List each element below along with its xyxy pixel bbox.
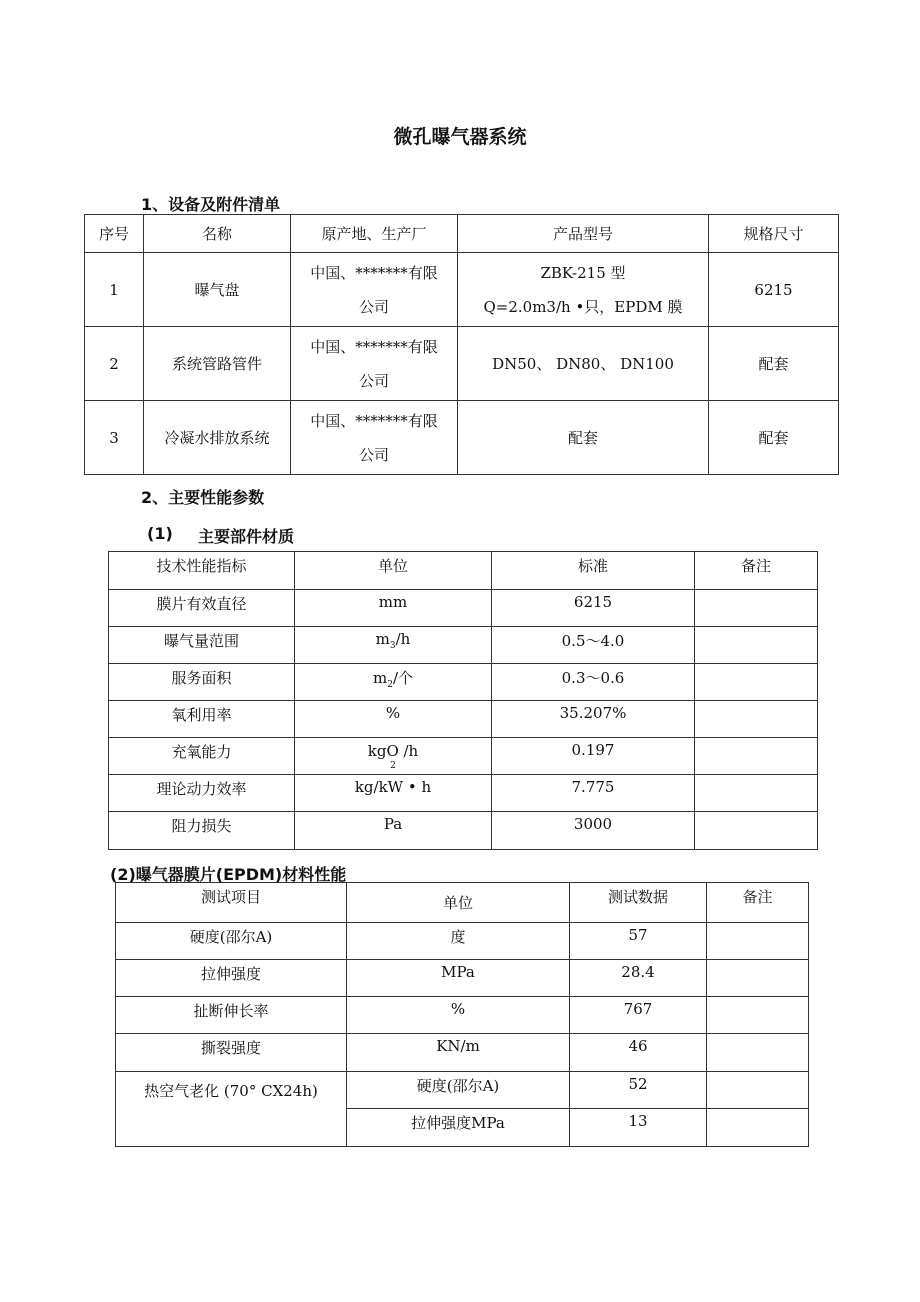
metric-name: 阻力损失 [109,812,295,850]
test-note [707,960,809,997]
test-unit: KN/m [347,1034,570,1072]
test-data: 13 [570,1109,707,1147]
model-cell: DN50、 DN80、 DN100 [458,327,709,401]
page-title: 微孔曝气器系统 [393,126,527,148]
spec-cell: 配套 [709,401,839,475]
metric-name: 膜片有效直径 [109,590,295,627]
origin-cell [291,401,458,475]
header-cell: 产品型号 [458,215,709,253]
test-item: 撕裂强度 [116,1034,347,1072]
test-unit: 拉伸强度MPa [347,1109,570,1147]
metric-note [695,738,818,775]
metric-standard: 7.775 [492,775,695,812]
unit-main: m [372,669,388,687]
equipment-table [84,214,839,475]
table-row [109,627,818,664]
spec-cell: 配套 [709,327,839,401]
table-header-row [85,215,839,253]
header-cell: 单位 [295,552,492,590]
metric-unit: mm [295,590,492,627]
metric-name: 服务面积 [109,664,295,701]
metric-unit [295,627,492,664]
origin-line: 公司 [358,372,389,390]
header-cell: 测试数据 [570,883,707,923]
test-item: 扯断伸长率 [116,997,347,1034]
test-note [707,1034,809,1072]
metric-unit [295,738,492,775]
row-number: 2 [85,327,144,401]
metric-note [695,664,818,701]
sub1-number: (1) [147,524,173,543]
test-unit: 硬度(邵尔A) [347,1072,570,1109]
model-cell [458,253,709,327]
test-unit: % [347,997,570,1034]
table-row [116,923,809,960]
test-data: 52 [570,1072,707,1109]
spec-cell: 6215 [709,253,839,327]
table-row [109,590,818,627]
equipment-name: 系统管路管件 [144,327,291,401]
section2-heading: 2、主要性能参数 [141,488,265,507]
unit-subscript: 2 [387,680,393,690]
unit-main: kgO /h [367,742,419,760]
aging-item: 热空气老化 (70° CX24h) [116,1072,347,1147]
table-header-row [116,883,809,923]
header-cell: 测试项目 [116,883,347,923]
sub2-heading: (2)曝气器膜片(EPDM)材料性能 [110,865,347,884]
origin-line: 公司 [358,298,389,316]
unit-subscript: 2 [390,761,396,771]
metric-standard: 0.197 [492,738,695,775]
metric-note [695,812,818,850]
unit-tail: /个 [392,669,414,687]
header-cell: 规格尺寸 [709,215,839,253]
origin-cell [291,253,458,327]
metric-standard: 3000 [492,812,695,850]
equipment-name: 冷凝水排放系统 [144,401,291,475]
table-row [85,327,839,401]
table-row [116,1034,809,1072]
model-line: ZBK-215 型 [540,263,626,282]
table-row [116,997,809,1034]
metric-name: 曝气量范围 [109,627,295,664]
materials-table [108,551,818,850]
origin-line: 中国、*******有限 [310,412,438,430]
header-cell: 备注 [695,552,818,590]
equipment-name: 曝气盘 [144,253,291,327]
unit-main: m [375,630,390,648]
test-unit: MPa [347,960,570,997]
header-cell: 名称 [144,215,291,253]
test-data: 46 [570,1034,707,1072]
table-row [109,701,818,738]
table-row [109,775,818,812]
metric-unit: Pa [295,812,492,850]
header-cell: 标准 [492,552,695,590]
header-cell: 序号 [85,215,144,253]
origin-cell [291,327,458,401]
metric-note [695,701,818,738]
metric-unit [295,664,492,701]
header-cell: 备注 [707,883,809,923]
metric-standard: 35.207% [492,701,695,738]
test-item: 硬度(邵尔A) [116,923,347,960]
row-number: 1 [85,253,144,327]
sub1-heading: 主要部件材质 [198,527,295,546]
table-row [85,401,839,475]
model-cell: 配套 [458,401,709,475]
table-row [109,738,818,775]
unit-subscript: 3 [389,641,396,651]
test-data: 767 [570,997,707,1034]
test-note [707,1072,809,1109]
table-header-row [109,552,818,590]
origin-line: 中国、*******有限 [310,264,438,282]
metric-standard: 6215 [492,590,695,627]
metric-name: 氧利用率 [109,701,295,738]
metric-note [695,775,818,812]
table-row [109,664,818,701]
metric-standard: 0.3〜0.6 [492,664,695,701]
metric-name: 理论动力效率 [109,775,295,812]
metric-unit: % [295,701,492,738]
metric-unit: kg/kW • h [295,775,492,812]
header-cell: 技术性能指标 [109,552,295,590]
row-number: 3 [85,401,144,475]
model-line: Q=2.0m3/h •只，EPDM 膜 [483,297,683,316]
membrane-table [115,882,809,1147]
metric-note [695,627,818,664]
metric-standard: 0.5〜4.0 [492,627,695,664]
origin-line: 中国、*******有限 [310,338,438,356]
test-data: 57 [570,923,707,960]
metric-note [695,590,818,627]
table-row [85,253,839,327]
header-cell: 单位 [347,883,570,923]
header-cell: 原产地、生产厂 [291,215,458,253]
section1-heading: 1、设备及附件清单 [141,195,281,214]
table-row [109,812,818,850]
test-note [707,923,809,960]
origin-line: 公司 [358,446,389,464]
table-row [116,960,809,997]
table-row [116,1072,809,1109]
test-data: 28.4 [570,960,707,997]
metric-name: 充氧能力 [109,738,295,775]
test-item: 拉伸强度 [116,960,347,997]
test-note [707,997,809,1034]
test-unit: 度 [347,923,570,960]
unit-tail: /h [395,630,411,648]
test-note [707,1109,809,1147]
